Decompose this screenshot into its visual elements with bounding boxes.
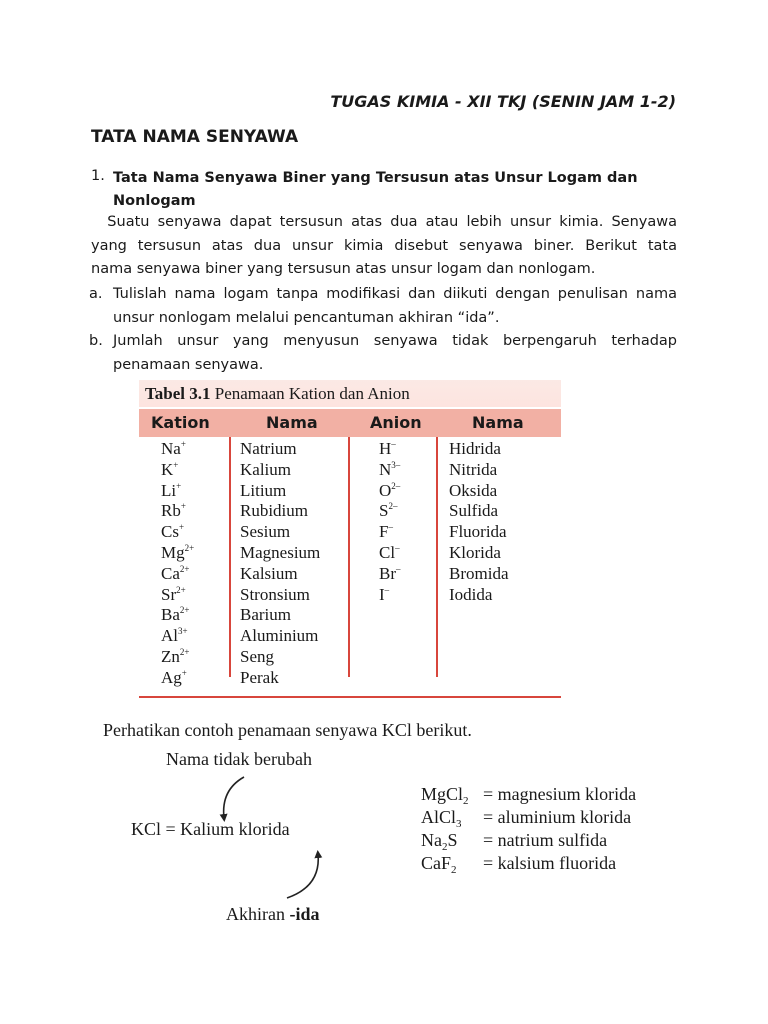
compound-name: = natrium sulfida: [483, 830, 608, 850]
cation-symbol: Li+: [161, 480, 182, 500]
anion-symbol: $N^{3-}$: [379, 459, 401, 479]
cation-name: Litium: [240, 480, 287, 500]
cation-symbol: $Al^{3+}$: [161, 626, 188, 646]
cation-name: Stronsium: [240, 584, 310, 604]
paragraph-line: nama senyawa biner yang tersusun atas unsur logam dan nonlogam.: [91, 261, 596, 277]
cation-symbol: $Ca^{2+}$: [161, 563, 190, 583]
item-heading-line: Tata Nama Senyawa Biner yang Tersusun atas Unsur Logam dan: [113, 170, 638, 186]
anion-name: Fluorida: [449, 522, 507, 542]
anion-name: Bromida: [449, 563, 509, 583]
compound-formula: CaF$_2$: [421, 853, 457, 876]
document-header: TUGAS KIMIA - XII TKJ (SENIN JAM 1-2): [330, 92, 676, 111]
anion-name: Oksida: [449, 480, 498, 500]
list-item-line: Tulislah nama logam tanpa modifikasi dan diikuti dengan penulisan nama: [113, 286, 677, 302]
compound-name: = magnesium klorida: [483, 784, 637, 804]
header-kation: Kation: [151, 413, 210, 432]
cation-name: Barium: [240, 605, 291, 625]
cation-name: Kalsium: [240, 563, 298, 583]
compound-row: [421, 807, 636, 830]
anion-symbol: H–: [379, 439, 396, 458]
cation-name: Perak: [240, 667, 279, 687]
anion-name: Sulfida: [449, 501, 499, 521]
list-item-letter: b.: [89, 333, 103, 349]
item-heading-line: Nonlogam: [113, 193, 196, 209]
anion-symbol: Br–: [379, 563, 401, 583]
cation-symbol: Cs+: [161, 522, 185, 542]
anion-symbol: Cl–: [379, 542, 400, 562]
compound-row: [421, 853, 636, 876]
example-formula: KCl = Kalium klorida: [131, 819, 290, 839]
compound-row: [421, 784, 636, 807]
header-nama-anion: Nama: [472, 413, 524, 432]
anion-name: Nitrida: [449, 459, 498, 479]
list-item-line: unsur nonlogam melalui pencantuman akhiran “ida”.: [113, 309, 500, 326]
anion-name: Iodida: [449, 584, 493, 604]
cation-name: Aluminium: [240, 626, 319, 646]
compound-name: = kalsium fluorida: [483, 853, 617, 873]
header-nama-kation: Nama: [266, 413, 318, 432]
cation-name: Magnesium: [240, 542, 321, 562]
cation-symbol: $Mg^{2+}$: [161, 542, 195, 562]
item-number: 1.: [91, 168, 105, 184]
paragraph-line: Suatu senyawa dapat tersusun atas dua atau lebih unsur kimia. Senyawa: [91, 214, 677, 230]
example-top-label: Nama tidak berubah: [166, 749, 312, 769]
example-intro: Perhatikan contoh penamaan senyawa KCl berikut.: [103, 720, 472, 740]
arrow-up-icon: [287, 854, 318, 898]
compound-name: = aluminium klorida: [483, 807, 632, 827]
anion-symbol: F–: [379, 522, 393, 542]
compound-list: [421, 784, 636, 876]
arrow-down-icon: [224, 777, 244, 818]
cation-name: Kalium: [240, 459, 291, 479]
cation-symbol: Ag+: [161, 667, 187, 687]
compound-row: [421, 830, 636, 853]
cation-symbol: K+: [161, 459, 179, 479]
cation-name: Natrium: [240, 439, 297, 458]
cation-name: Sesium: [240, 522, 291, 542]
compound-formula: $Na_2S$: [421, 830, 458, 853]
list-item-line: penamaan senyawa.: [113, 356, 264, 373]
list-item-line: Jumlah unsur yang menyusun senyawa tidak berpengaruh terhadap: [113, 333, 677, 349]
cation-symbol: Na+: [161, 439, 186, 458]
anion-name: Hidrida: [449, 439, 501, 458]
cation-symbol: Rb+: [161, 501, 186, 521]
anion-symbol: $S^{2-}$: [379, 501, 398, 521]
bottom-label-suffix: -ida: [289, 904, 320, 924]
anion-name: Klorida: [449, 542, 501, 562]
paragraph-line: yang tersusun atas dua unsur kimia disebut senyawa biner. Berikut tata: [91, 237, 677, 254]
table-caption-text: Penamaan Kation dan Anion: [210, 384, 410, 403]
section-title: TATA NAMA SENYAWA: [91, 127, 299, 147]
cation-name: Rubidium: [240, 501, 309, 521]
header-anion: Anion: [370, 413, 422, 432]
cation-name: Seng: [240, 646, 274, 666]
anion-symbol: I–: [379, 584, 390, 604]
anion-symbol: $O^{2-}$: [379, 480, 401, 500]
list-item-letter: a.: [89, 286, 103, 302]
cation-symbol: $Ba^{2+}$: [161, 605, 190, 625]
compound-formula: MgCl$_2$: [421, 784, 469, 807]
cation-symbol: $Zn^{2+}$: [161, 646, 190, 666]
cation-symbol: $Sr^{2+}$: [161, 584, 186, 604]
table-caption-number: Tabel 3.1: [145, 384, 211, 403]
compound-formula: AlCl$_3$: [421, 807, 462, 830]
bottom-label-prefix: Akhiran: [226, 904, 290, 924]
